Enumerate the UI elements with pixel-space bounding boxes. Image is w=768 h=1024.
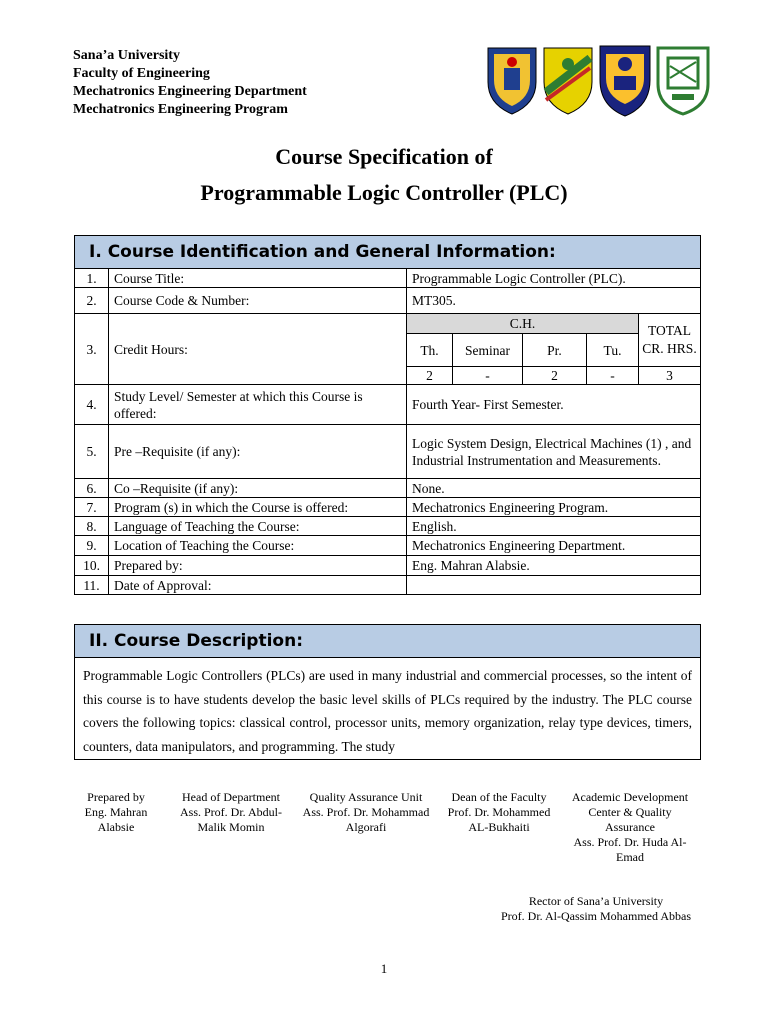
department-logo [658, 48, 708, 114]
signature-title: Quality Assurance Unit [309, 790, 423, 804]
signature-name: Ass. Prof. Dr. Huda Al-Emad [573, 835, 687, 864]
page-number: 1 [380, 961, 388, 976]
institution-header [73, 47, 307, 119]
row-label: Credit Hours: [109, 314, 407, 385]
row-number: 2. [75, 288, 109, 314]
university-name: Sana’a University [73, 48, 180, 63]
row-number: 10. [75, 556, 109, 576]
row-label: Study Level/ Semester at which this Course is offered: [109, 385, 407, 425]
signature-dean [440, 790, 558, 835]
page-title-line2: Programmable Logic Controller (PLC) [200, 180, 568, 205]
row-number: 8. [75, 517, 109, 536]
signature-title: Head of Department [182, 790, 280, 804]
credit-col-practical: Pr. [523, 334, 587, 367]
credit-value-seminar: - [453, 367, 523, 385]
logo-strip [484, 42, 714, 117]
credit-value-practical: 2 [523, 367, 587, 385]
signature-name: Ass. Prof. Dr. Abdul-Malik Momin [179, 805, 282, 834]
row-value: MT305. [407, 288, 701, 314]
signature-quality-assurance [302, 790, 430, 835]
signature-title: Prepared by [87, 790, 145, 804]
row-number: 6. [75, 479, 109, 498]
row-value: Eng. Mahran Alabsie. [407, 556, 701, 576]
row-value: None. [407, 479, 701, 498]
row-value: Mechatronics Engineering Program. [407, 498, 701, 517]
row-label: Co –Requisite (if any): [109, 479, 407, 498]
university-crest-logo [488, 48, 536, 114]
signature-head-of-department [172, 790, 290, 835]
signature-title: Dean of the Faculty [451, 790, 547, 804]
row-label: Language of Teaching the Course: [109, 517, 407, 536]
signature-name: Eng. Mahran Alabsie [84, 805, 148, 834]
row-value: Mechatronics Engineering Department. [407, 536, 701, 556]
row-number: 5. [75, 425, 109, 479]
rector-signature [501, 894, 691, 924]
credit-value-theory: 2 [407, 367, 453, 385]
row-value: Fourth Year- First Semester. [407, 385, 701, 425]
program-name: Mechatronics Engineering Program [73, 102, 288, 117]
page-title-line1: Course Specification of [275, 144, 493, 169]
row-label: Date of Approval: [109, 576, 407, 595]
signature-academic-development [566, 790, 694, 865]
credit-col-seminar: Seminar [453, 334, 523, 367]
section1-heading: I. Course Identification and General Information: [75, 236, 701, 269]
row-value: English. [407, 517, 701, 536]
row-number: 3. [75, 314, 109, 385]
row-value: Programmable Logic Controller (PLC). [407, 269, 701, 288]
rector-title: Rector of Sana’a University [528, 894, 664, 908]
signature-title: Academic Development Center & Quality Assurance [571, 790, 689, 834]
row-value: Logic System Design, Electrical Machines (1) , and Industrial Instrumentation and Measurements. [407, 425, 701, 479]
row-label: Location of Teaching the Course: [109, 536, 407, 556]
course-identification-table [74, 235, 701, 595]
row-label: Pre –Requisite (if any): [109, 425, 407, 479]
faculty-name: Faculty of Engineering [73, 66, 210, 81]
credit-value-total: 3 [639, 367, 701, 385]
row-label: Course Code & Number: [109, 288, 407, 314]
row-number: 4. [75, 385, 109, 425]
sanaa-university-logo [544, 48, 592, 114]
credit-total-header: TOTAL CR. HRS. [639, 314, 701, 367]
credit-value-tutorial: - [587, 367, 639, 385]
signature-prepared-by [76, 790, 156, 835]
credit-col-theory: Th. [407, 334, 453, 367]
rector-name: Prof. Dr. Al-Qassim Mohammed Abbas [501, 909, 691, 923]
credit-ch-header: C.H. [407, 314, 639, 334]
signature-name: Ass. Prof. Dr. Mohammad Algorafi [302, 805, 430, 834]
row-value [407, 576, 701, 595]
row-number: 1. [75, 269, 109, 288]
section2-heading: II. Course Description: [75, 625, 700, 658]
row-label: Course Title: [109, 269, 407, 288]
row-number: 11. [75, 576, 109, 595]
row-number: 9. [75, 536, 109, 556]
signature-name: Prof. Dr. Mohammed AL-Bukhaiti [447, 805, 551, 834]
faculty-logo [600, 46, 650, 116]
row-label: Prepared by: [109, 556, 407, 576]
department-name: Mechatronics Engineering Department [73, 84, 307, 99]
row-label: Program (s) in which the Course is offered: [109, 498, 407, 517]
course-description-box [74, 624, 701, 760]
credit-col-tutorial: Tu. [587, 334, 639, 367]
course-description-text: Programmable Logic Controllers (PLCs) are used in many industrial and commercial processes, so the intent of this course is to have students develop the basic level skills of PLCs required by the industry. The PLC course covers the following topics: classical control, processor units, memory organization, relay type devices, timers, counters, data manipulators, and programming. The study [83, 668, 692, 754]
row-number: 7. [75, 498, 109, 517]
